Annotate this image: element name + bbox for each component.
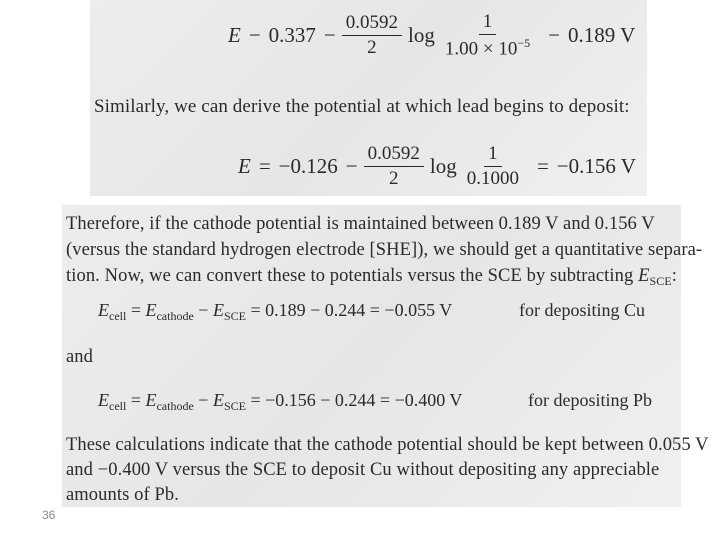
eq3-minus: − [198,300,209,320]
eq1-op: − [248,23,261,48]
eq2-frac-den: 2 [388,167,399,189]
eq1-result: 0.189 V [567,23,636,48]
eq1-eq-op: − [548,23,560,48]
eq2-constant: −0.126 [278,153,338,178]
eq2-log-den: 0.1000 [466,167,519,189]
eq3-note: for depositing Cu [519,300,645,320]
equation-ecell-pb [98,390,462,414]
eq2-eq-op: = [536,153,549,178]
eq1-log: log [408,23,435,48]
eq1-log-den-wrap [441,35,534,59]
eq4-sub-cathode: cathode [156,399,194,413]
eq1-constant: 0.337 [268,23,316,48]
eq2-log-num: 1 [484,144,502,167]
equation-cu-potential [228,12,635,59]
eq2-minus: − [345,153,358,178]
therefore-paragraph [66,211,702,294]
eq4-eq: = [130,390,141,410]
eq2-lhs: E [238,153,251,178]
eq3-sub-cell: cell [109,309,127,323]
and-text: and [66,347,94,367]
calculations-paragraph [66,433,709,508]
eq3-e2: E [145,300,157,320]
eq2-frac-num: 0.0592 [364,144,424,167]
therefore-end: : [671,266,678,286]
eq1-lhs: E [228,23,241,48]
therefore-line-1: Therefore, if the cathode potential is maintained between 0.189 V and 0.156 V [66,214,655,234]
eq1-log-num: 1 [479,12,497,35]
therefore-sub: SCE [649,274,672,288]
therefore-e: E [638,266,650,286]
calc-line-3: amounts of Pb. [66,485,179,505]
eq1-log-den: 1.00 × 10 [444,38,518,60]
eq3-e3: E [212,300,224,320]
eq4-e2: E [145,390,157,410]
calc-line-1: These calculations indicate that the cathode potential should be kept between 0.055 V [66,435,709,455]
eq4-e3: E [212,390,224,410]
eq4-sub-sce: SCE [223,399,246,413]
eq2-log-fraction [463,144,523,189]
calc-line-2: and −0.400 V versus the SCE to deposit Cu without depositing any appreciable [66,460,660,480]
eq4-minus: − [198,390,209,410]
eq3-e1: E [98,300,109,320]
eq4-sub-cell: cell [109,399,127,413]
eq1-log-den-exp: −5 [517,35,531,50]
eq3-sub-cathode: cathode [156,309,194,323]
eq2-fraction [364,144,424,189]
therefore-line-2: (versus the standard hydrogen electrode [SHE]), we should get a quantitative separa- [66,240,703,260]
eq3-expr: = 0.189 − 0.244 = −0.055 V [250,300,453,320]
equation-ecell-cu [98,300,452,324]
eq4-note: for depositing Pb [528,390,652,410]
eq4-e1: E [98,390,109,410]
equation-pb-potential [238,144,636,189]
eq2-log: log [429,153,457,178]
similarly-paragraph [94,94,630,120]
therefore-line-3 [66,263,702,294]
eq1-frac-den: 2 [367,37,377,59]
eq3-eq: = [130,300,141,320]
eq4-expr: = −0.156 − 0.244 = −0.400 V [250,390,463,410]
eq1-frac-num: 0.0592 [342,13,402,36]
slide-number: 36 [42,508,56,522]
eq2-op: = [258,153,271,178]
eq2-result: −0.156 V [556,153,636,178]
therefore-line-3-text: tion. Now, we can convert these to potentials versus the SCE by subtracting [66,266,639,286]
eq1-minus: − [323,23,336,48]
eq1-log-fraction [441,12,534,59]
eq3-sub-sce: SCE [223,309,246,323]
similarly-text: Similarly, we can derive the potential at which lead begins to deposit: [94,96,630,117]
eq1-fraction [342,13,402,58]
